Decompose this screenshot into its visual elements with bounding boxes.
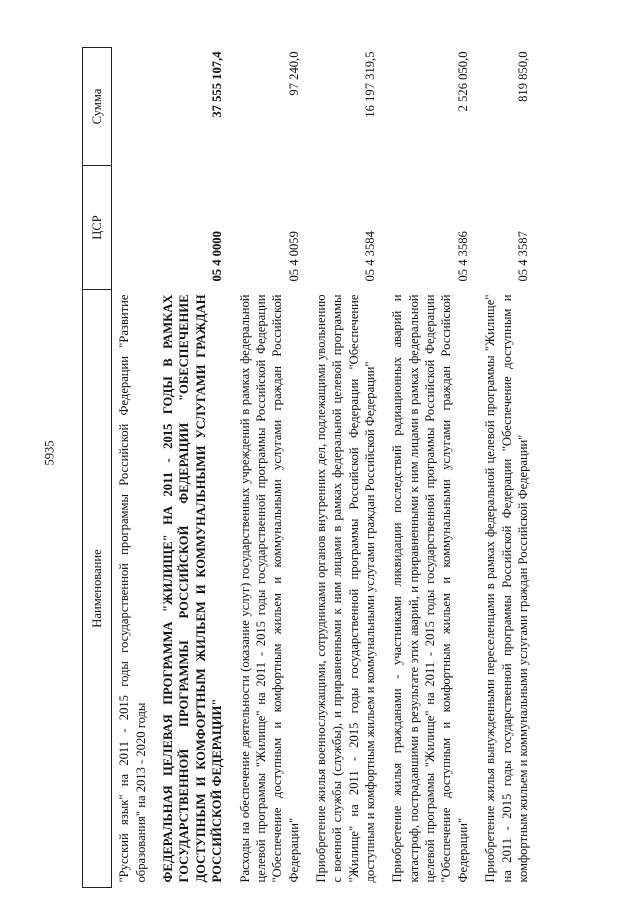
budget-table <box>82 47 538 888</box>
row-name: ФЕДЕРАЛЬНАЯ ЦЕЛЕВАЯ ПРОГРАММА "ЖИЛИЩЕ" НА 2011 - 2015 ГОДЫ В РАМКАХ ГОСУДАРСТВЕННОЙ ПРОГРАММЫ РОССИЙСКОЙ ФЕДЕРАЦИИ "ОБЕСПЕЧЕНИЕ ДОСТУПНЫМ И КОМФОРТНЫМ ЖИЛЬЕМ И КОММУНАЛЬНЫМИ УСЛУГАМИ ГРАЖДАН РОССИЙСКОЙ ФЕДЕРАЦИИ" <box>161 294 225 883</box>
row-name: Приобретение жилья военнослужащими, сотрудниками органов внутренних дел, подлежащими увольнению с военной службы (службы), и приравненными к ним лицами в рамках федеральной целевой программы "Жилище" на 2011 - 2015 годы государственной программы Российской Федерации "Обеспечение доступным и комфортным жильем и коммунальными услугами граждан Российской Федерации" <box>313 294 378 883</box>
budget-table-sheet <box>82 48 622 888</box>
table-header-row <box>83 48 112 888</box>
header-csr: ЦСР <box>83 166 112 290</box>
row-name: Расходы на обеспечение деятельности (оказание услуг) государственных учреждений в рамках федеральной целевой программы "Жилище" на 2011 - 2015 годы государственной программы Российской Федерации "Обеспечение доступным и комфортным жильем и коммунальными услугами граждан Российской Федерации" <box>237 294 301 883</box>
table-row <box>385 48 478 888</box>
row-sum: 819 850,0 <box>515 51 530 102</box>
row-name: Приобретение жилья вынужденными переселенцами в рамках федеральной целевой программы "Жилище" на 2011 - 2015 годы государственной программы Российской Федерации "Обеспечение доступным и комфортным жильем и коммунальными услугами граждан Российской Федерации" <box>483 294 530 883</box>
row-sum <box>112 48 156 166</box>
row-name: Приобретение жилья гражданами - участниками ликвидации последствий радиационных аварий и катастроф, пострадавшими в результате этих аварий, и приравненными к ним лицами в рамках федеральной целевой программы "Жилище" на 2011 - 2015 годы государственной программы Российской Федерации "Обеспечение доступным и комфортным жильем и коммунальными услугами граждан Российской Федерации" <box>390 294 470 883</box>
row-csr <box>112 166 156 290</box>
row-csr: 05 4 3587 <box>515 231 530 282</box>
table-row <box>156 48 232 888</box>
page-number: 5935 <box>42 440 57 466</box>
row-csr: 05 4 3586 <box>455 231 470 282</box>
row-csr: 05 4 0059 <box>286 231 301 282</box>
table-row <box>112 48 156 888</box>
table-row <box>233 48 309 888</box>
header-sum: Сумма <box>83 48 112 166</box>
row-sum: 37 555 107,4 <box>210 51 225 118</box>
rotated-page-area <box>82 48 622 888</box>
header-name: Наименование <box>83 290 112 888</box>
row-csr: 05 4 0000 <box>210 231 225 282</box>
row-sum: 2 526 050,0 <box>455 51 470 112</box>
row-sum: 97 240,0 <box>286 51 301 96</box>
row-name: "Русский язык" на 2011 - 2015 годы государственной программы Российской Федерации "Развитие образования" на 2013 - 2020 годы <box>117 294 148 883</box>
row-sum: 16 197 319,5 <box>363 51 378 118</box>
table-row <box>478 48 538 888</box>
table-row <box>309 48 385 888</box>
row-csr: 05 4 3584 <box>363 231 378 282</box>
